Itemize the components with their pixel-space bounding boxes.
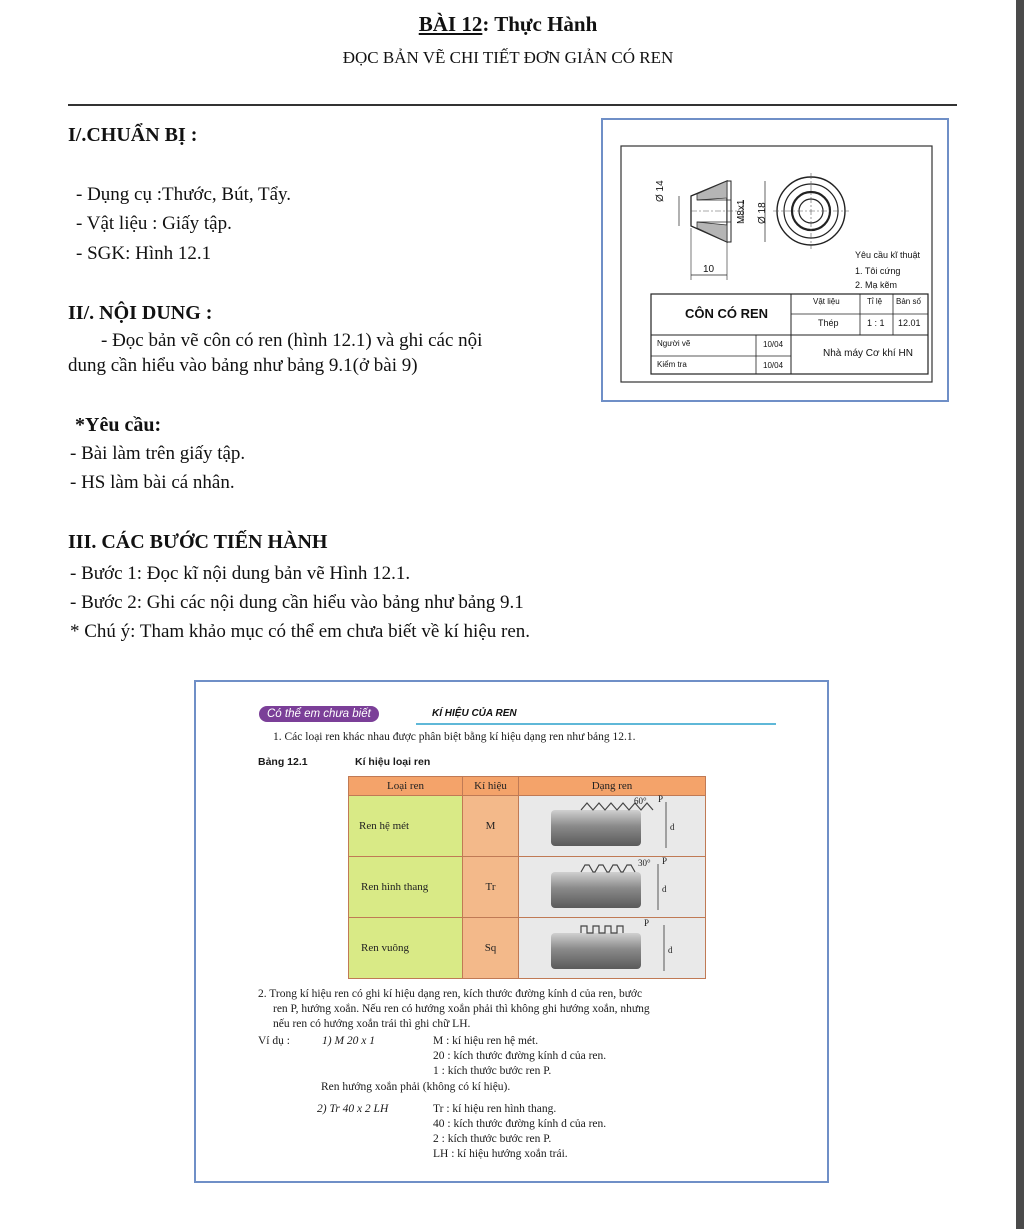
- trapezoid-angle: 30°: [638, 858, 651, 868]
- banner-rule: [416, 723, 776, 725]
- section3-heading: III. CÁC BƯỚC TIẾN HÀNH: [68, 531, 328, 553]
- paragraph-2-line: nếu ren có hướng xoắn trái thì ghi chữ LH.: [273, 1018, 471, 1030]
- example-1-line: 1 : kích thước bước ren P.: [433, 1065, 552, 1077]
- row-type: Ren hệ mét: [348, 795, 463, 857]
- metric-pitch: P: [658, 794, 664, 804]
- row-symbol: Sq: [462, 917, 519, 979]
- checker-label: Kiểm tra: [657, 360, 687, 369]
- lesson-subtitle: ĐỌC BẢN VẼ CHI TIẾT ĐƠN GIẢN CÓ REN: [342, 48, 674, 67]
- col-shape-header: Dạng ren: [518, 776, 706, 796]
- example-2-line: 40 : kích thước đường kính d của ren.: [433, 1118, 607, 1130]
- row-symbol: Tr: [462, 856, 519, 918]
- banner-label: Có thể em chưa biết: [259, 706, 379, 722]
- req-item: 2. Mạ kẽm: [855, 280, 898, 290]
- company-name: Nhà máy Cơ khí HN: [823, 348, 913, 359]
- example-2-line: Tr : kí hiệu ren hình thang.: [433, 1103, 557, 1115]
- requirement-item: - HS làm bài cá nhân.: [70, 472, 235, 493]
- example-1: 1) M 20 x 1: [322, 1035, 376, 1047]
- dim-m8: M8x1: [736, 199, 747, 224]
- square-d: d: [668, 945, 673, 955]
- header-divider: [68, 104, 957, 106]
- row-type: Ren hình thang: [348, 856, 463, 918]
- lesson-number: BÀI 12: [418, 12, 483, 36]
- col-symbol-header: Kí hiệu: [462, 776, 519, 796]
- dim-d18: Ø 18: [757, 202, 768, 224]
- row-type: Ren vuông: [348, 917, 463, 979]
- number-value: 12.01: [898, 318, 921, 328]
- paragraph-2-line: 2. Trong kí hiệu ren có ghi kí hiệu dạng ren, kích thước đường kính d của ren, bước: [258, 988, 643, 1000]
- example-2: 2) Tr 40 x 2 LH: [317, 1103, 389, 1115]
- section2-line: dung cần hiểu vào bảng như bảng 9.1(ở bài 9): [68, 355, 418, 376]
- metric-angle: 60°: [634, 796, 647, 806]
- metric-d: d: [670, 822, 675, 832]
- example-1-line: 20 : kích thước đường kính d của ren.: [433, 1050, 607, 1062]
- section1-item: - Vật liệu : Giấy tập.: [76, 213, 232, 234]
- row-shape: [518, 795, 706, 857]
- col-type-header: Loại ren: [348, 776, 463, 796]
- row-shape: [518, 856, 706, 918]
- table-label: Bảng 12.1: [258, 756, 308, 768]
- req-item: 1. Tôi cứng: [855, 266, 901, 276]
- example-label: Ví dụ :: [258, 1035, 290, 1047]
- scale-value: 1 : 1: [867, 318, 885, 328]
- drawer-label: Người vẽ: [657, 339, 691, 348]
- checker-date: 10/04: [763, 361, 784, 370]
- example-1-note: Ren hướng xoắn phải (không có kí hiệu).: [321, 1081, 511, 1093]
- requirement-item: - Bài làm trên giấy tập.: [70, 443, 246, 464]
- example-1-line: M : kí hiệu ren hệ mét.: [433, 1035, 539, 1047]
- section3-item: * Chú ý: Tham khảo mục có thể em chưa biết về kí hiệu ren.: [70, 621, 531, 642]
- trapezoid-pitch: P: [662, 856, 668, 866]
- paragraph-1: 1. Các loại ren khác nhau được phân biệt bằng kí hiệu dạng ren như bảng 12.1.: [273, 731, 636, 743]
- section1-item: - Dụng cụ :Thước, Bút, Tẩy.: [76, 184, 292, 205]
- section2-line: - Đọc bản vẽ côn có ren (hình 12.1) và ghi các nội: [101, 330, 483, 351]
- col-number: Bản số: [896, 297, 921, 306]
- dim-d14: Ø 14: [655, 180, 666, 202]
- part-name: CÔN CÓ REN: [685, 306, 769, 321]
- trapezoid-d: d: [662, 884, 667, 894]
- lesson-title: [0, 12, 1016, 37]
- section3-item: - Bước 2: Ghi các nội dung cần hiểu vào bảng như bảng 9.1: [70, 592, 524, 613]
- example-2-line: LH : kí hiệu hướng xoắn trái.: [433, 1148, 568, 1160]
- material-value: Thép: [818, 318, 839, 328]
- example-2-line: 2 : kích thước bước ren P.: [433, 1133, 552, 1145]
- section1-heading: I/.CHUẨN BỊ :: [68, 124, 198, 146]
- row-symbol: M: [462, 795, 519, 857]
- section3-item: - Bước 1: Đọc kĩ nội dung bản vẽ Hình 12.1.: [70, 563, 411, 584]
- lesson-title-suffix: : Thực Hành: [482, 12, 598, 36]
- row-shape: [518, 917, 706, 979]
- drawing-figure: [601, 118, 949, 402]
- col-material: Vật liệu: [813, 297, 840, 306]
- req-title: Yêu cầu kĩ thuật: [855, 250, 921, 260]
- banner-title: KÍ HIỆU CỦA REN: [432, 708, 517, 719]
- square-pitch: P: [644, 918, 650, 928]
- paragraph-2-line: ren P, hướng xoắn. Nếu ren có hướng xoắn phải thì không ghi hướng xoắn, nhưng: [273, 1003, 650, 1015]
- drawer-date: 10/04: [763, 340, 784, 349]
- section1-item: - SGK: Hình 12.1: [76, 243, 212, 264]
- requirements-heading: *Yêu cầu:: [75, 414, 162, 436]
- section2-heading: II/. NỘI DUNG :: [68, 302, 213, 324]
- col-scale: Tỉ lệ: [867, 297, 883, 306]
- dim-10: 10: [703, 264, 715, 275]
- table-title: Kí hiệu loại ren: [355, 756, 431, 768]
- textbook-figure: [194, 680, 829, 1183]
